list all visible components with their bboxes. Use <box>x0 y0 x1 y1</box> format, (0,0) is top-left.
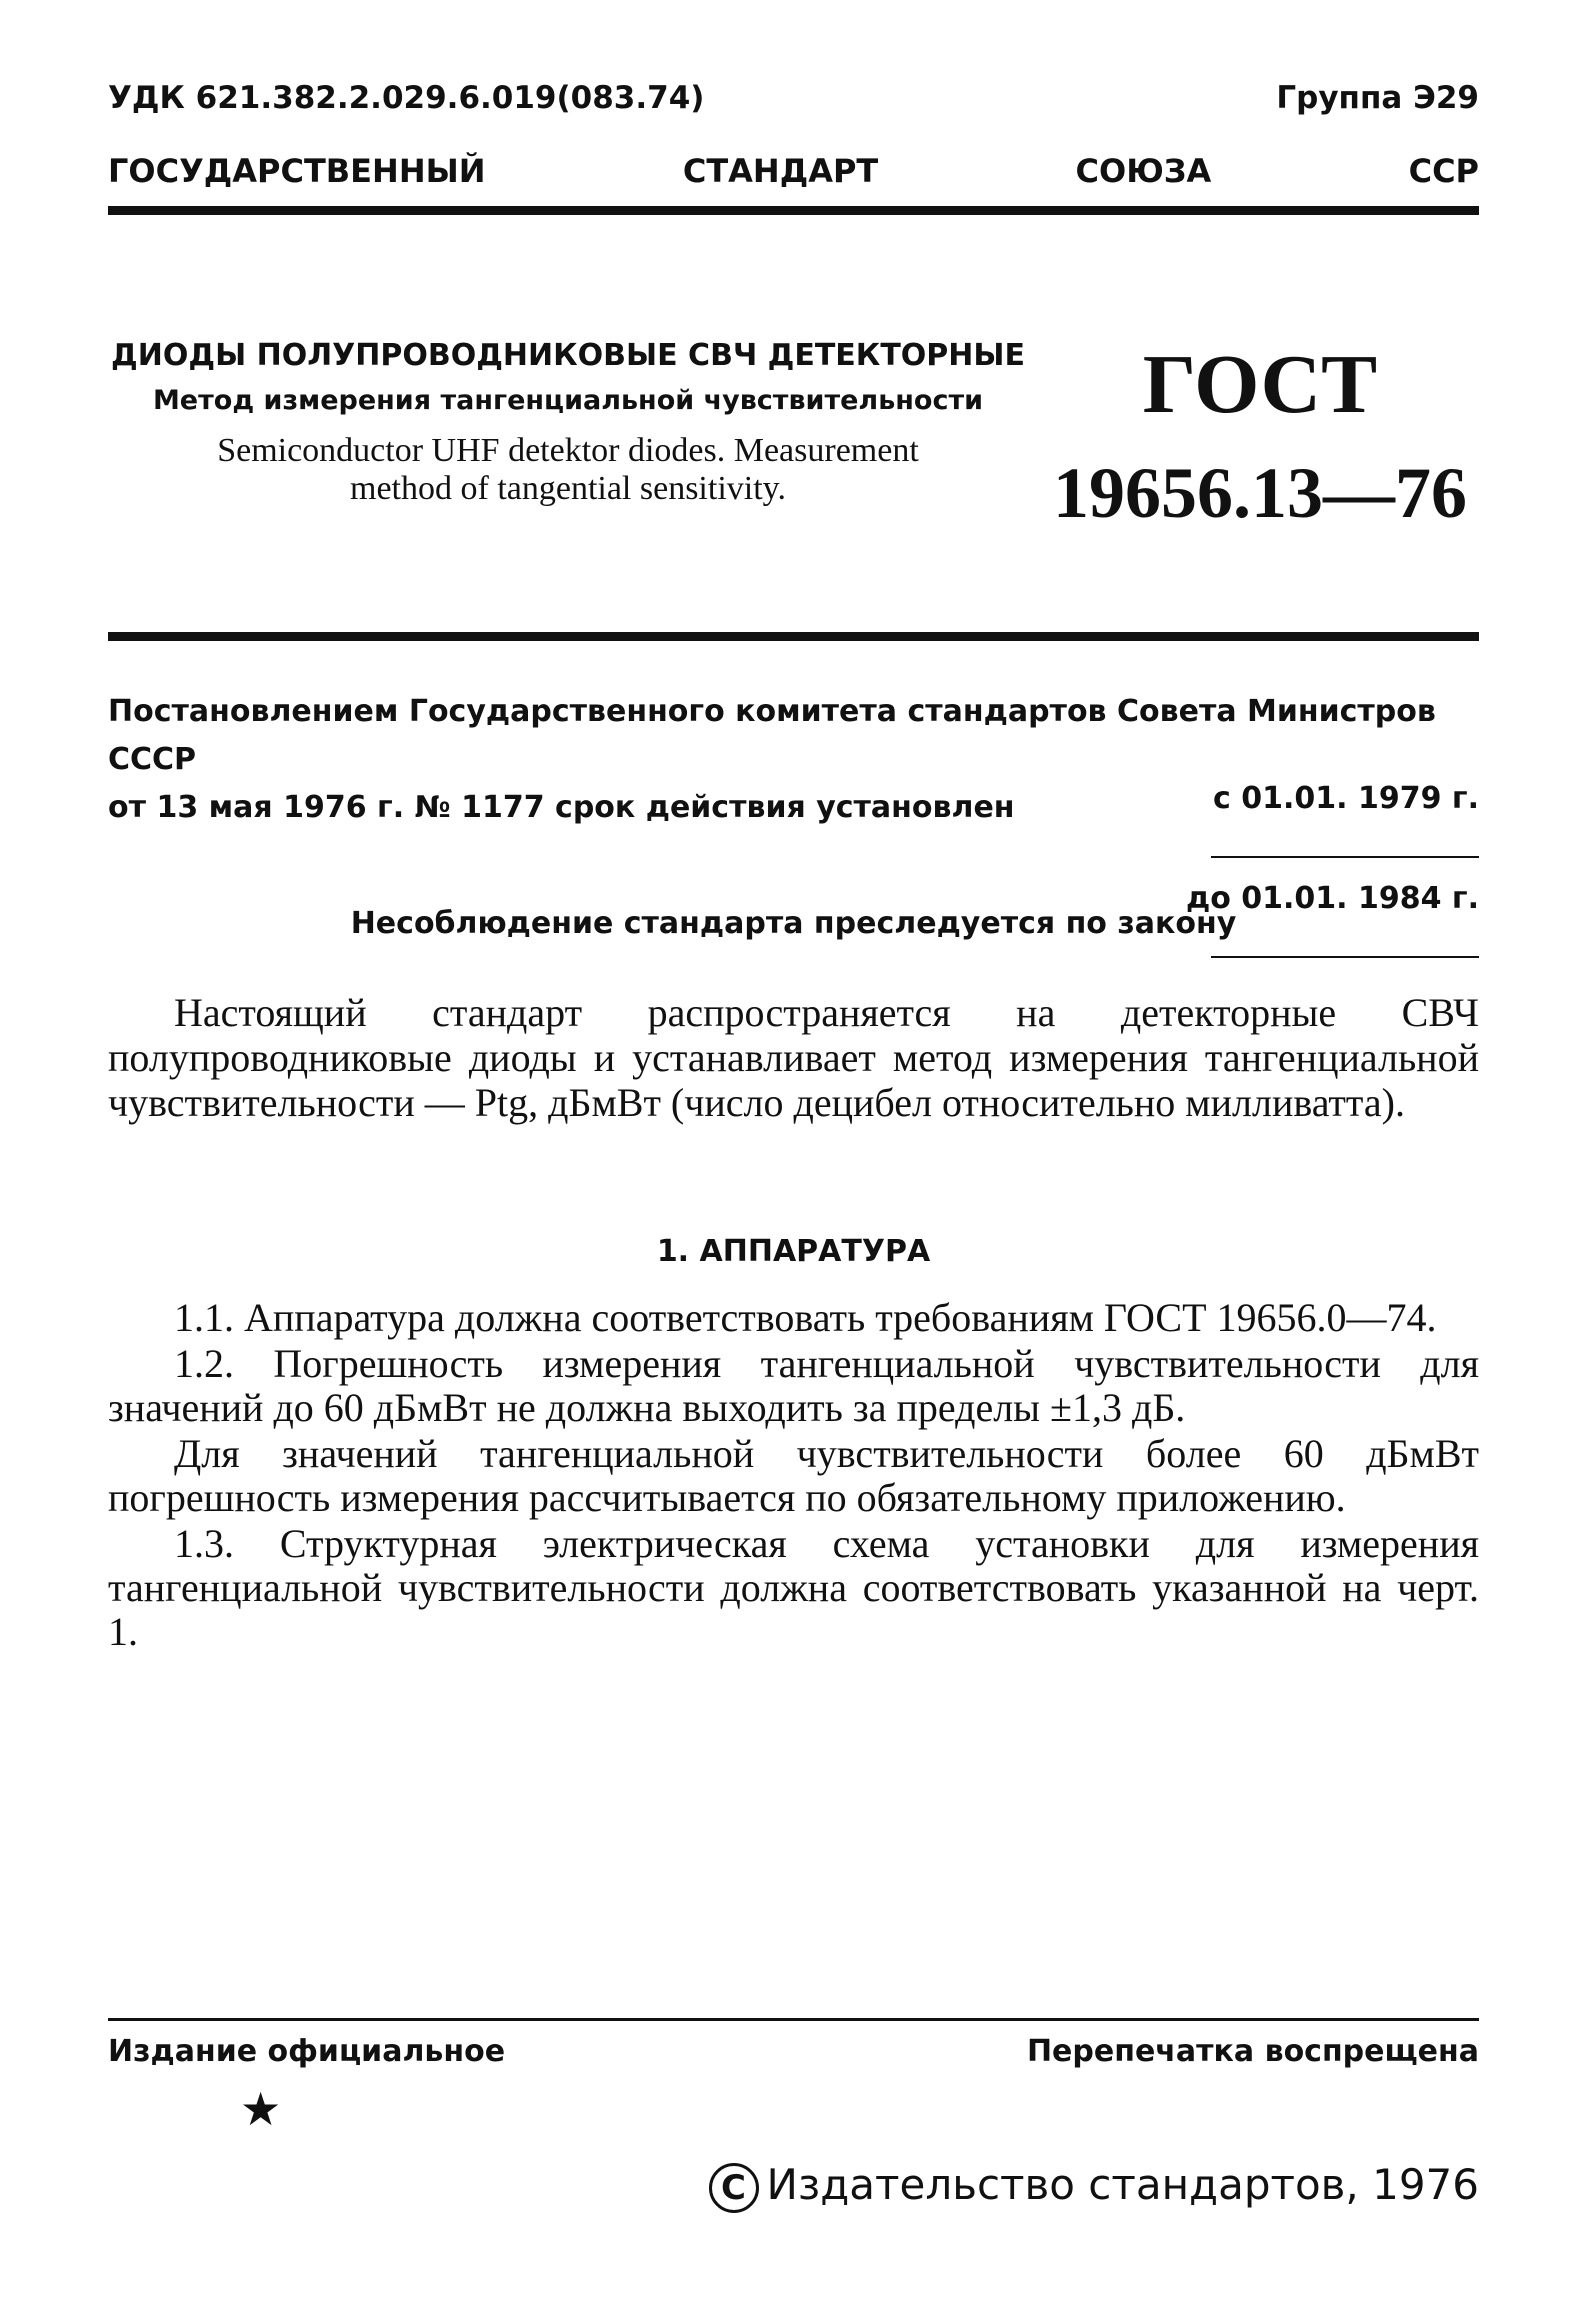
state-standard-banner <box>108 152 1479 190</box>
star-icon: ★ <box>240 2084 282 2135</box>
publisher: Издательство стандартов, 1976 <box>766 2160 1479 2209</box>
gost-number: 19656.13—76 <box>1053 453 1467 533</box>
date-to: до 01.01. 1984 г. <box>1185 881 1479 916</box>
banner-word-3: СОЮЗА <box>1075 152 1212 190</box>
title-subtitle: Метод измерения тангенциальной чувствительности <box>152 385 984 416</box>
title-en <box>108 432 1028 508</box>
title-en-line-2: method of tangential sensitivity. <box>350 470 786 507</box>
intro-paragraph: Настоящий стандарт распространяется на детекторные СВЧ полупроводниковые диоды и устанавливает метод измерения тангенциальной чувствительности — Ptg, дБмВт (число децибел относительно милливатта). <box>108 990 1479 1125</box>
edition-label: Издание официальное <box>108 2034 506 2069</box>
date-underline <box>1211 956 1479 958</box>
section-heading: 1. АППАРАТУРА <box>656 1234 931 1269</box>
paragraph-1-2-cont: Для значений тангенциальной чувствительности более 60 дБмВт погрешность измерения рассчитывается по обязательному приложению. <box>108 1431 1479 1520</box>
copyright <box>709 2160 1479 2213</box>
title-en-line-1: Semiconductor UHF detektor diodes. Measurement <box>217 432 919 469</box>
paragraph-1-3: 1.3. Структурная электрическая схема установки для измерения тангенциальной чувствительности должна соответствовать указанной на черт. 1. <box>108 1521 1479 1654</box>
law-notice: Несоблюдение стандарта преследуется по закону <box>350 906 1237 941</box>
banner-word-2: СТАНДАРТ <box>682 152 879 190</box>
validity-dates <box>1186 774 1479 974</box>
gost-block <box>1040 340 1480 538</box>
paragraph-1-1: 1.1. Аппаратура должна соответствовать требованиям ГОСТ 19656.0—74. <box>174 1295 1437 1340</box>
header-rule <box>108 206 1479 215</box>
gost-word: ГОСТ <box>1142 338 1378 431</box>
decree-line-1: Постановлением Государственного комитета стандартов Совета Министров СССР <box>108 694 1436 777</box>
copyright-icon: C <box>709 2163 759 2213</box>
title-block <box>108 338 1028 508</box>
udk-code: УДК 621.382.2.029.6.019(083.74) <box>108 80 705 116</box>
footer-rule <box>108 2018 1479 2021</box>
date-divider <box>1211 856 1479 858</box>
paragraph-1-2: 1.2. Погрешность измерения тангенциальной чувствительности для значений до 60 дБмВт не должна выходить за пределы ±1,3 дБ. <box>108 1341 1479 1430</box>
banner-word-1: ГОСУДАРСТВЕННЫЙ <box>108 152 486 190</box>
date-from: с 01.01. 1979 г. <box>1213 781 1479 816</box>
decree-line-2: от 13 мая 1976 г. № 1177 срок действия установлен <box>108 790 1015 825</box>
title-ru: ДИОДЫ ПОЛУПРОВОДНИКОВЫЕ СВЧ ДЕТЕКТОРНЫЕ <box>111 338 1025 373</box>
group-code: Группа Э29 <box>1276 80 1479 116</box>
title-rule <box>108 632 1479 641</box>
reprint-label: Перепечатка воспрещена <box>1026 2034 1479 2069</box>
section-body <box>108 1296 1479 1656</box>
banner-word-4: ССР <box>1408 152 1479 190</box>
